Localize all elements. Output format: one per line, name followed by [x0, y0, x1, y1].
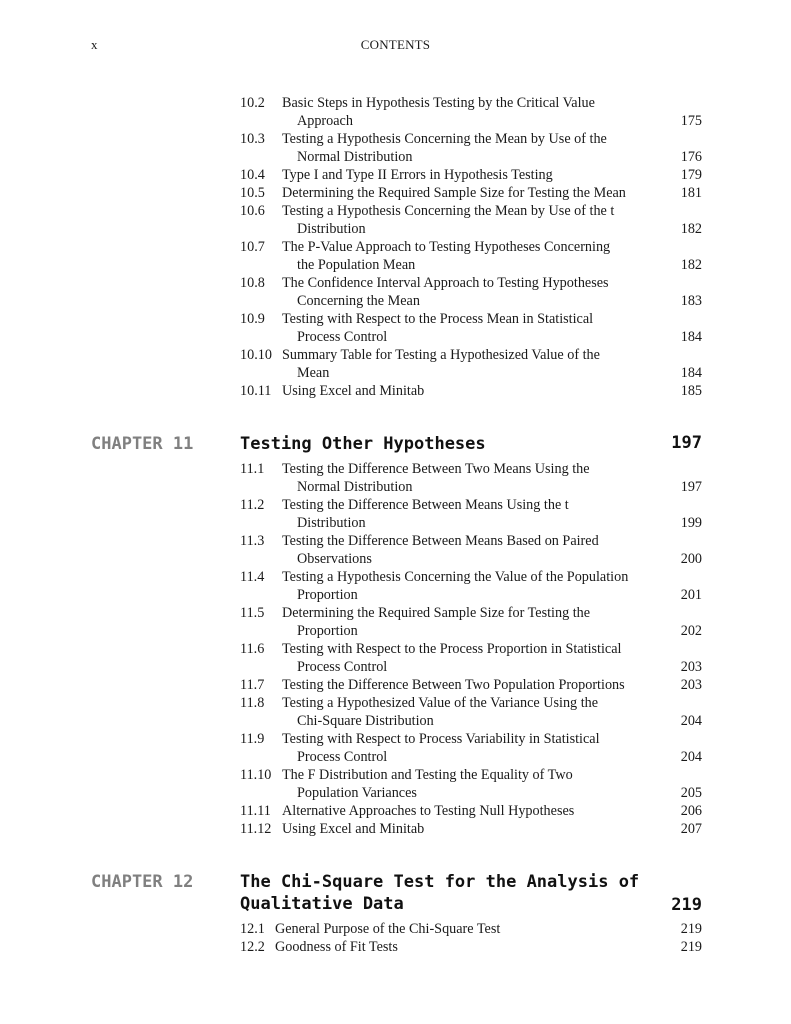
- entry-title: The F Distribution and Testing the Equality of Two: [282, 767, 573, 783]
- entry-title: Testing with Respect to Process Variability in Statistical: [282, 731, 600, 747]
- entry-page-number: 199: [680, 515, 702, 531]
- entry-title: Determining the Required Sample Size for Testing the Mean: [282, 185, 626, 201]
- entry-page-number: 184: [680, 329, 702, 345]
- toc-entry[interactable]: [240, 310, 702, 346]
- entry-number: 11.12: [240, 821, 272, 837]
- entry-title-continued: Mean: [297, 365, 330, 381]
- chapter-label: CHAPTER 11: [91, 434, 194, 454]
- toc-entry[interactable]: [240, 184, 702, 202]
- entry-page-number: 197: [680, 479, 702, 495]
- entry-number: 10.9: [240, 311, 265, 327]
- entry-title: Testing with Respect to the Process Proportion in Statistical: [282, 641, 622, 657]
- entry-title-continued: Chi-Square Distribution: [297, 713, 434, 729]
- chapter-page-number: 197: [671, 433, 702, 453]
- toc-entry-list: [240, 920, 702, 956]
- toc-entry[interactable]: [240, 532, 702, 568]
- entry-title: Testing a Hypothesized Value of the Variance Using the: [282, 695, 599, 711]
- entry-title-continued: Process Control: [297, 659, 388, 675]
- entry-title: Basic Steps in Hypothesis Testing by the Critical Value: [282, 95, 595, 111]
- entry-title: General Purpose of the Chi-Square Test: [275, 921, 501, 937]
- entry-title-continued: Approach: [297, 113, 353, 129]
- toc-entry[interactable]: [240, 604, 702, 640]
- toc-entry[interactable]: [240, 568, 702, 604]
- entry-number: 12.1: [240, 921, 265, 937]
- entry-page-number: 204: [680, 713, 702, 729]
- entry-title-continued: Process Control: [297, 749, 388, 765]
- entry-page-number: 205: [680, 785, 702, 801]
- toc-entry[interactable]: [240, 460, 702, 496]
- entry-page-number: 202: [680, 623, 702, 639]
- entry-page-number: 181: [680, 185, 702, 201]
- entry-number: 10.7: [240, 239, 265, 255]
- entry-title: Testing a Hypothesis Concerning the Mean by Use of the t: [282, 203, 615, 219]
- toc-entry[interactable]: [240, 640, 702, 676]
- entry-title-continued: Concerning the Mean: [297, 293, 420, 309]
- entry-title-continued: Distribution: [297, 515, 366, 531]
- entry-title: Testing with Respect to the Process Mean in Statistical: [282, 311, 594, 327]
- entry-title: Testing the Difference Between Means Based on Paired: [282, 533, 599, 549]
- entry-title: The P-Value Approach to Testing Hypotheses Concerning: [282, 239, 611, 255]
- entry-page-number: 203: [680, 659, 702, 675]
- entry-page-number: 219: [680, 939, 702, 955]
- toc-entry[interactable]: [240, 802, 702, 820]
- chapter-label: CHAPTER 12: [91, 872, 194, 892]
- entry-number: 10.4: [240, 167, 265, 183]
- toc-entry[interactable]: [240, 274, 702, 310]
- entry-page-number: 200: [680, 551, 702, 567]
- toc-entry[interactable]: [240, 94, 702, 130]
- entry-number: 11.11: [240, 803, 271, 819]
- toc-entry[interactable]: [240, 676, 702, 694]
- toc-entry[interactable]: [240, 346, 702, 382]
- entry-number: 11.6: [240, 641, 265, 657]
- entry-page-number: 184: [680, 365, 702, 381]
- entry-title: The Confidence Interval Approach to Testing Hypotheses: [282, 275, 609, 291]
- entry-page-number: 185: [680, 383, 702, 399]
- entry-page-number: 175: [680, 113, 702, 129]
- page-roman-numeral: x: [91, 37, 98, 52]
- entry-number: 10.5: [240, 185, 265, 201]
- toc-entry[interactable]: [240, 238, 702, 274]
- entry-number: 11.3: [240, 533, 265, 549]
- toc-entry[interactable]: [240, 920, 702, 938]
- entry-title-continued: the Population Mean: [297, 257, 416, 273]
- chapter-title[interactable]: Testing Other Hypotheses: [240, 434, 486, 454]
- chapter-page-number: 219: [671, 895, 702, 915]
- entry-number: 11.8: [240, 695, 265, 711]
- running-header: CONTENTS: [360, 37, 431, 52]
- entry-title: Using Excel and Minitab: [282, 821, 425, 837]
- entry-page-number: 206: [680, 803, 702, 819]
- entry-page-number: 201: [680, 587, 702, 603]
- entry-number: 11.7: [240, 677, 265, 693]
- toc-entry[interactable]: [240, 694, 702, 730]
- toc-entry[interactable]: [240, 766, 702, 802]
- entry-page-number: 219: [680, 921, 702, 937]
- toc-entry[interactable]: [240, 382, 702, 400]
- toc-entry[interactable]: [240, 820, 702, 838]
- entry-page-number: 204: [680, 749, 702, 765]
- entry-title: Using Excel and Minitab: [282, 383, 425, 399]
- entry-number: 10.8: [240, 275, 265, 291]
- toc-entry[interactable]: [240, 202, 702, 238]
- entry-number: 11.4: [240, 569, 265, 585]
- entry-title-continued: Normal Distribution: [297, 479, 413, 495]
- entry-page-number: 203: [680, 677, 702, 693]
- entry-title: Testing the Difference Between Two Population Proportions: [282, 677, 625, 693]
- toc-entry[interactable]: [240, 130, 702, 166]
- entry-number: 10.11: [240, 383, 272, 399]
- entry-page-number: 182: [680, 257, 702, 273]
- entry-page-number: 207: [680, 821, 702, 837]
- toc-entry[interactable]: [240, 938, 702, 956]
- entry-number: 11.9: [240, 731, 265, 747]
- entry-number: 10.10: [240, 347, 272, 363]
- entry-title: Testing the Difference Between Means Using the t: [282, 497, 569, 513]
- toc-entry-list: [240, 94, 702, 400]
- entry-number: 11.1: [240, 461, 265, 477]
- entry-title-continued: Observations: [297, 551, 372, 567]
- entry-number: 11.5: [240, 605, 265, 621]
- entry-page-number: 182: [680, 221, 702, 237]
- toc-entry-list: [240, 460, 702, 838]
- entry-number: 10.3: [240, 131, 265, 147]
- entry-title: Determining the Required Sample Size for Testing the: [282, 605, 591, 621]
- entry-page-number: 183: [680, 293, 702, 309]
- entry-number: 12.2: [240, 939, 265, 955]
- entry-title-continued: Distribution: [297, 221, 366, 237]
- entry-title: Testing the Difference Between Two Means Using the: [282, 461, 590, 477]
- toc-entry[interactable]: [240, 166, 702, 184]
- entry-title: Type I and Type II Errors in Hypothesis Testing: [282, 167, 553, 183]
- entry-page-number: 179: [680, 167, 702, 183]
- entry-title: Alternative Approaches to Testing Null Hypotheses: [282, 803, 575, 819]
- entry-number: 10.6: [240, 203, 265, 219]
- entry-title: Goodness of Fit Tests: [275, 939, 398, 955]
- entry-title-continued: Normal Distribution: [297, 149, 413, 165]
- entry-page-number: 176: [680, 149, 702, 165]
- entry-title-continued: Process Control: [297, 329, 388, 345]
- entry-title: Testing a Hypothesis Concerning the Value of the Population: [282, 569, 629, 585]
- entry-title-continued: Proportion: [297, 587, 358, 603]
- entry-title: Summary Table for Testing a Hypothesized Value of the: [282, 347, 600, 363]
- toc-entry[interactable]: [240, 496, 702, 532]
- entry-title-continued: Proportion: [297, 623, 358, 639]
- toc-entry[interactable]: [240, 730, 702, 766]
- chapter-title[interactable]: The Chi-Square Test for the Analysis of Qualitative Data: [240, 872, 640, 914]
- entry-number: 10.2: [240, 95, 265, 111]
- entry-number: 11.2: [240, 497, 265, 513]
- entry-title-continued: Population Variances: [297, 785, 417, 801]
- entry-title: Testing a Hypothesis Concerning the Mean by Use of the: [282, 131, 607, 147]
- entry-number: 11.10: [240, 767, 272, 783]
